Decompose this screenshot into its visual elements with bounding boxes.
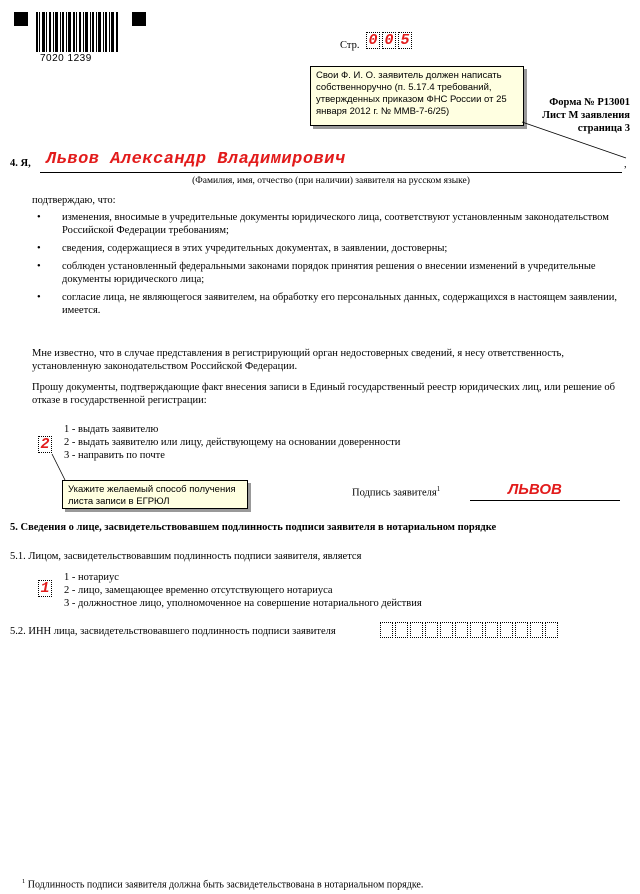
inn-digit[interactable]: [530, 622, 543, 638]
option-item: 2 - лицо, замещающее временно отсутствующего нотариуса: [64, 585, 333, 596]
inn-digit[interactable]: [545, 622, 558, 638]
delivery-hint-tooltip: Укажите желаемый способ получения листа записи в ЕГРЮЛ: [62, 480, 248, 509]
inn-cells: [380, 622, 560, 638]
option-item: 3 - направить по почте: [64, 450, 165, 461]
inn-digit[interactable]: [500, 622, 513, 638]
footnote: [22, 878, 423, 890]
list-item: • изменения, вносимые в учредительные документы юридического лица, соответствуют установленным законодательством Российской Федерации требованиям;: [32, 211, 622, 237]
inn-digit[interactable]: [380, 622, 393, 638]
signature-label: [352, 485, 440, 499]
option-item: 1 - выдать заявителю: [64, 424, 159, 435]
request-paragraph: Прошу документы, подтверждающие факт внесения записи в Единый государственный реестр юридических лиц, или решение об отказе в государственной регистрации:: [32, 382, 615, 406]
list-item: • согласие лица, не являющегося заявителем, на обработку его персональных данных, содержащихся в настоящем заявлении, имеется.: [32, 291, 622, 317]
barcode-image: [36, 12, 118, 52]
list-item: • сведения, содержащиеся в этих учредительных документах, в заявлении, достоверны;: [32, 242, 622, 255]
registration-marker-left: [14, 12, 28, 26]
inn-digit[interactable]: [455, 622, 468, 638]
inn-digit[interactable]: [440, 622, 453, 638]
inn-digit[interactable]: [410, 622, 423, 638]
tooltip-pointer: [50, 452, 70, 482]
delivery-options: [64, 423, 400, 462]
section4-label: 4. Я,: [10, 158, 31, 169]
option-item: 2 - выдать заявителю или лицу, действующему на основании доверенности: [64, 437, 401, 448]
responsibility-paragraph: Мне известно, что в случае представления в регистрирующий орган недостоверных сведений, я несу ответственность, установленную законодательством Российской Федерации.: [32, 348, 564, 372]
page-digit[interactable]: 0: [382, 32, 396, 49]
footnote-text: Подлинность подписи заявителя должна быть засвидетельствована в нотариальном порядке.: [25, 879, 424, 891]
page-number-cells: [366, 32, 414, 49]
signature-hint-tooltip: Свои Ф. И. О. заявитель должен написать собственноручно (п. 5.17.4 требований, утвержденных приказом ФНС России от 25 января 2012 г. № ММВ-7-6/25): [310, 66, 524, 126]
footnote-mark: 1: [436, 485, 441, 493]
option-item: 1 - нотариус: [64, 572, 119, 583]
page-label: Стр.: [340, 40, 360, 51]
name-caption: (Фамилия, имя, отчество (при наличии) заявителя на русском языке): [192, 176, 470, 186]
inn-digit[interactable]: [425, 622, 438, 638]
inn-digit[interactable]: [470, 622, 483, 638]
page-digit[interactable]: 0: [366, 32, 380, 49]
applicant-name-field[interactable]: Львов Александр Владимирович: [46, 150, 346, 169]
list-item: • соблюден установленный федеральными законами порядок принятия решения о внесении изменений в учредительные документы юридического лица;: [32, 260, 622, 286]
section5-title: 5. Сведения о лице, засвидетельствовавшем подлинность подписи заявителя в нотариальном порядке: [10, 522, 497, 533]
notary-type-field[interactable]: 1: [38, 580, 52, 597]
item-5-2-label: 5.2. ИНН лица, засвидетельствовавшего подлинность подписи заявителя: [10, 626, 336, 637]
form-title: [542, 96, 630, 135]
option-item: 3 - должностное лицо, уполномоченное на совершение нотариального действия: [64, 598, 422, 609]
name-underline: [40, 172, 622, 173]
inn-digit[interactable]: [485, 622, 498, 638]
registration-marker-right: [132, 12, 146, 26]
form-page: страница 3: [577, 123, 630, 134]
page-digit[interactable]: 5: [398, 32, 412, 49]
form-number: Форма № Р13001: [549, 97, 630, 108]
signature-field[interactable]: ЛЬВОВ: [508, 481, 562, 498]
form-sheet: Лист М заявления: [542, 110, 630, 121]
notary-options: [64, 571, 422, 610]
signature-underline: [470, 500, 620, 501]
signature-label-text: Подпись заявителя: [352, 487, 437, 499]
delivery-method-field[interactable]: 2: [38, 436, 52, 453]
barcode-number: 7020 1239: [40, 53, 92, 64]
footnote-mark: 1: [22, 878, 26, 885]
inn-digit[interactable]: [395, 622, 408, 638]
item-5-1-label: 5.1. Лицом, засвидетельствовавшим подлинность подписи заявителя, является: [10, 551, 362, 562]
inn-digit[interactable]: [515, 622, 528, 638]
name-comma: ,: [624, 159, 627, 170]
confirm-text: подтверждаю, что:: [32, 195, 116, 206]
confirmation-list: [32, 211, 622, 322]
